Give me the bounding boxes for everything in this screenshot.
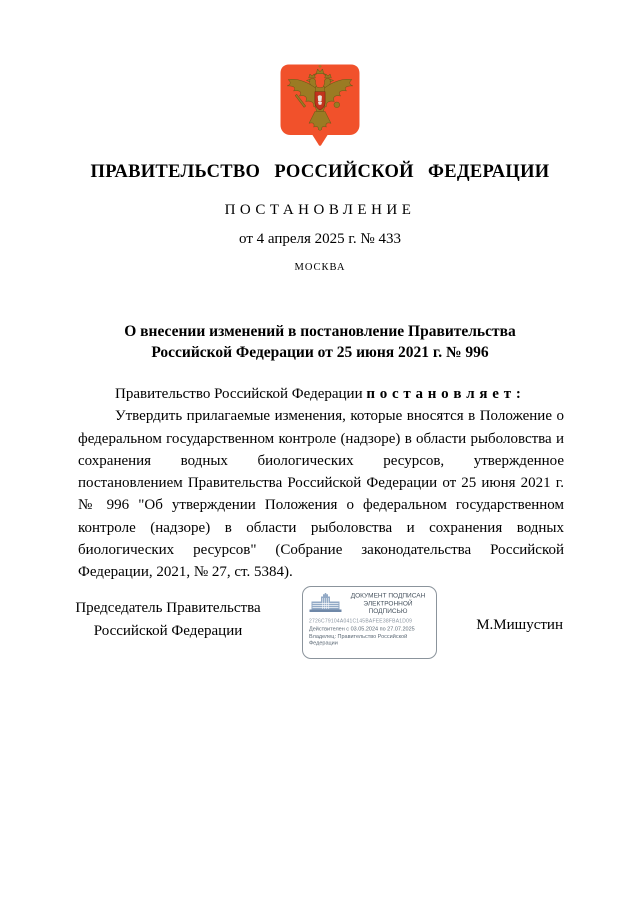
stamp-title-line2: ЭЛЕКТРОННОЙ ПОДПИСЬЮ [363, 599, 413, 615]
body-paragraph-resolution [78, 383, 564, 405]
signature-position-title [68, 597, 268, 642]
digital-signature-stamp-content [303, 587, 436, 658]
certificate-number: 2726C79104A041C145BAFEE38FBA1D09 [309, 618, 413, 624]
organization-name: ПРАВИТЕЛЬСТВО РОССИЙСКОЙ ФЕДЕРАЦИИ [90, 162, 550, 182]
body-paragraph-main: Утвердить прилагаемые изменения, которые вносятся в Положение о федеральном государственном контроле (надзоре) в области рыболовства и сохранения водных биологических ресурсов, утвержденное постановлением Правительства Российской Федерации от 25 июня 2021 г. № 996 "Об утверждении Положения о федеральном государственном контроле (надзоре) в области рыболовства и сохранения водных биологических ресурсов" (Собрание законодательства Российской Федерации, 2021, № 27, ст. 5384). [78, 408, 564, 581]
city-label: МОСКВА [294, 262, 346, 273]
signature-name: М.Мишустин [476, 617, 563, 633]
document-type-label: ПОСТАНОВЛЕНИЕ [224, 202, 416, 218]
document-body [78, 383, 564, 584]
document-title-line2: Российской Федерации от 25 июня 2021 г. № 996 [151, 344, 489, 361]
document-title-line1: О внесении изменений в постановление Правительства [124, 323, 516, 340]
stamp-title [346, 592, 430, 615]
signature-position-line2: Российской Федерации [93, 622, 243, 639]
certificate-owner: Владелец: Правительство Российской Федерации [309, 633, 408, 646]
resolution-lead-text: Правительство Российской Федерации [115, 386, 363, 402]
government-building-icon [309, 593, 342, 613]
document-title [80, 321, 560, 363]
stamp-title-line1: ДОКУМЕНТ ПОДПИСАН [350, 591, 426, 599]
certificate-validity-period: Действителен с 03.05.2024 по 27.07.2025 [309, 625, 415, 632]
russian-coat-of-arms-icon [278, 62, 362, 156]
resolution-verb: п о с т а н о в л я е т : [366, 386, 522, 402]
date-and-number-line: от 4 апреля 2025 г. № 433 [239, 231, 401, 247]
signature-position-line1: Председатель Правительства [75, 600, 261, 616]
digital-signature-stamp [302, 586, 437, 659]
